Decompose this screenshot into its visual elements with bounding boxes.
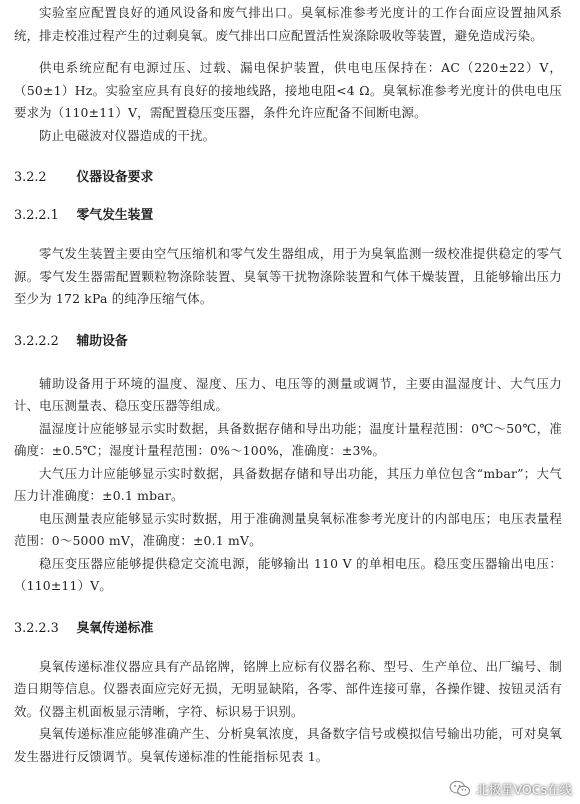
paragraph-transfer-standard-nameplate: 臭氧传递标准仪器应具有产品铭牌，铭牌上应标有仪器名称、型号、生产单位、出厂编号、制造日期等信息。仪器表面应完好无损，无明显缺陷，各零、部件连接可靠，各操作键、按钮灵活有效。仪器主机面板显示清晰，字符、标识易于识别。	[14, 658, 562, 719]
paragraph-aux-equipment: 辅助设备用于环境的温度、湿度、压力、电压等的测量或调节，主要由温湿度计、大气压力计、电压测量表、稳压变压器等组成。	[14, 375, 562, 413]
paragraph-voltmeter: 电压测量表应能够显示实时数据，用于准确测量臭氧标准参考光度计的内部电压；电压表量程范围：0～5000 mV，准确度：±0.1 mV。	[14, 510, 562, 548]
heading-3-2-2-1	[0, 205, 580, 227]
watermark	[449, 780, 572, 798]
paragraph-voltage-regulator: 稳压变压器应能够提供稳定交流电源，能够输出 110 V 的单相电压。稳压变压器输出电压：（110±11）V。	[14, 555, 562, 593]
heading-title: 辅助设备	[76, 333, 128, 349]
heading-title: 零气发生装置	[76, 208, 154, 223]
heading-number: 3.2.2.1	[14, 208, 59, 223]
heading-number: 3.2.2	[14, 170, 47, 185]
wechat-icon	[449, 780, 471, 798]
heading-3-2-2	[0, 167, 580, 189]
heading-title: 臭氧传递标准	[76, 620, 154, 636]
paragraph-power-supply: 供电系统应配有电源过压、过载、漏电保护装置，供电电压保持在：AC（220±22）V，（50±1）Hz。实验室应具有良好的接地线路，接地电阻<4 Ω。臭氧标准参考光度计的供电电压要求为（110±11）V，需配置稳压变压器，条件允许应配备不间断电源。	[14, 60, 562, 120]
watermark-text: 北极星VOCs在线	[476, 782, 572, 797]
heading-3-2-2-2	[0, 331, 580, 353]
heading-number: 3.2.2.2	[14, 333, 59, 349]
paragraph-zero-air: 零气发生装置主要由空气压缩机和零气发生器组成，用于为臭氧监测一级校准提供稳定的零气源。零气发生器需配置颗粒物涤除装置、臭氧等干扰物涤除装置和气体干燥装置，且能够输出压力至少为 172 kPa 的纯净压缩气体。	[14, 246, 562, 306]
paragraph-emi: 防止电磁波对仪器造成的干扰。	[39, 127, 216, 143]
heading-number: 3.2.2.3	[14, 620, 59, 636]
paragraph-ventilation: 实验室应配置良好的通风设备和废气排出口。臭氧标准参考光度计的工作台面应设置抽风系统，排走校准过程产生的过剩臭氧。废气排出口应配置活性炭涤除吸收等装置，避免造成污染。	[14, 5, 562, 43]
paragraph-barometer: 大气压力计应能够显示实时数据，具备数据存储和导出功能，其压力单位包含“mbar”；大气压力计准确度：±0.1 mbar。	[14, 465, 562, 503]
heading-title: 仪器设备要求	[76, 170, 154, 185]
heading-3-2-2-3	[0, 618, 580, 640]
paragraph-thermo-hygrometer: 温湿度计应能够显示实时数据，具备数据存储和导出功能；温度计量程范围：0℃～50℃，准确度：±0.5℃；湿度计量程范围：0%～100%，准确度：±3%。	[14, 420, 562, 458]
paragraph-transfer-standard-performance: 臭氧传递标准应能够准确产生、分析臭氧浓度，具备数字信号或模拟信号输出功能，可对臭氧发生器进行反馈调节。臭氧传递标准的性能指标见表 1。	[14, 726, 562, 764]
